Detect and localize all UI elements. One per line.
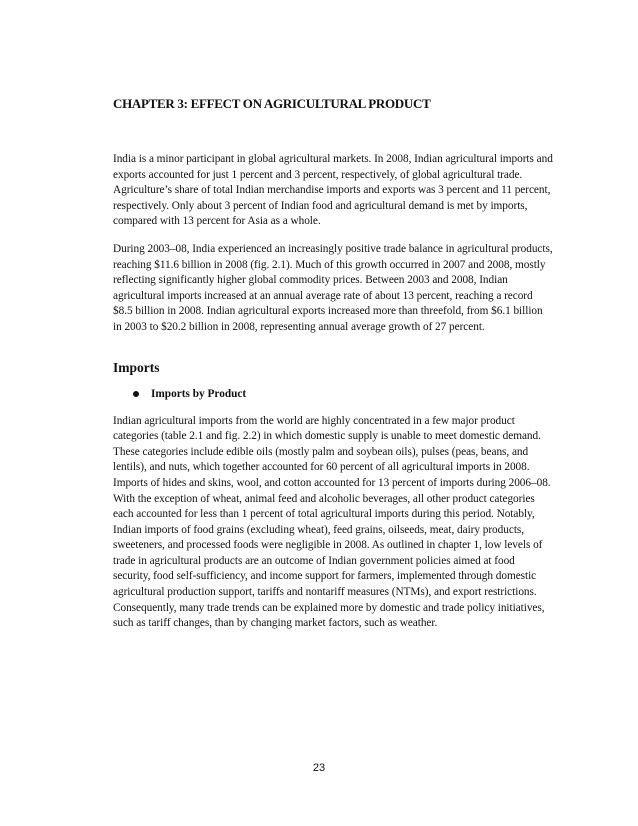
- intro-paragraph: India is a minor participant in global agricultural markets. In 2008, Indian agricultural imports and exports accounted for just 1 percent and 3 percent, respectively, of global agricultural trade. Agriculture’s share of total Indian merchandise imports and exports was 3 percent and 11 percent, respectively. Only about 3 percent of Indian food and agricultural demand is met by imports, compared with 13 percent for Asia as a whole.: [113, 153, 553, 228]
- bullet-label: Imports by Product: [151, 387, 247, 400]
- bullet-item: [113, 388, 553, 400]
- chapter-title: CHAPTER 3: EFFECT ON AGRICULTURAL PRODUCT: [113, 96, 431, 111]
- bullet-icon: [133, 391, 139, 397]
- trade-balance-paragraph: During 2003–08, India experienced an increasingly positive trade balance in agricultural products, reaching $11.6 billion in 2008 (fig. 2.1). Much of this growth occurred in 2007 and 2008, mostly reflecting significantly higher global commodity prices. Between 2003 and 2008, Indian agricultural imports increased at an annual average rate of about 13 percent, reaching a record $8.5 billion in 2008. Indian agricultural exports increased more than threefold, from $6.1 billion in 2003 to $20.2 billion in 2008, representing annual average growth of 27 percent.: [113, 242, 553, 333]
- page-number: 23: [312, 762, 326, 774]
- page-content: [113, 96, 553, 644]
- section-title-imports: Imports: [113, 359, 160, 375]
- imports-by-product-paragraph: Indian agricultural imports from the world are highly concentrated in a few major product categories (table 2.1 and fig. 2.2) in which domestic supply is unable to meet domestic demand. These categories include edible oils (mostly palm and soybean oils), pulses (peas, beans, and lentils), and nuts, which together accounted for 60 percent of all agricultural imports in 2008. Imports of hides and skins, wool, and cotton accounted for 13 percent of imports during 2006–08. With the exception of wheat, animal feed and alcoholic beverages, all other product categories each accounted for less than 1 percent of total agricultural imports during this period. Notably, Indian imports of food grains (excluding wheat), feed grains, oilseeds, meat, dairy products, sweeteners, and processed foods were negligible in 2008. As outlined in chapter 1, low levels of trade in agricultural products are an outcome of Indian government policies aimed at food security, food self-sufficiency, and income support for farmers, implemented through domestic agricultural production support, tariffs and nontariff measures (NTMs), and export restrictions. Consequently, many trade trends can be explained more by domestic and trade policy initiatives, such as tariff changes, than by changing market factors, such as weather.: [113, 414, 551, 630]
